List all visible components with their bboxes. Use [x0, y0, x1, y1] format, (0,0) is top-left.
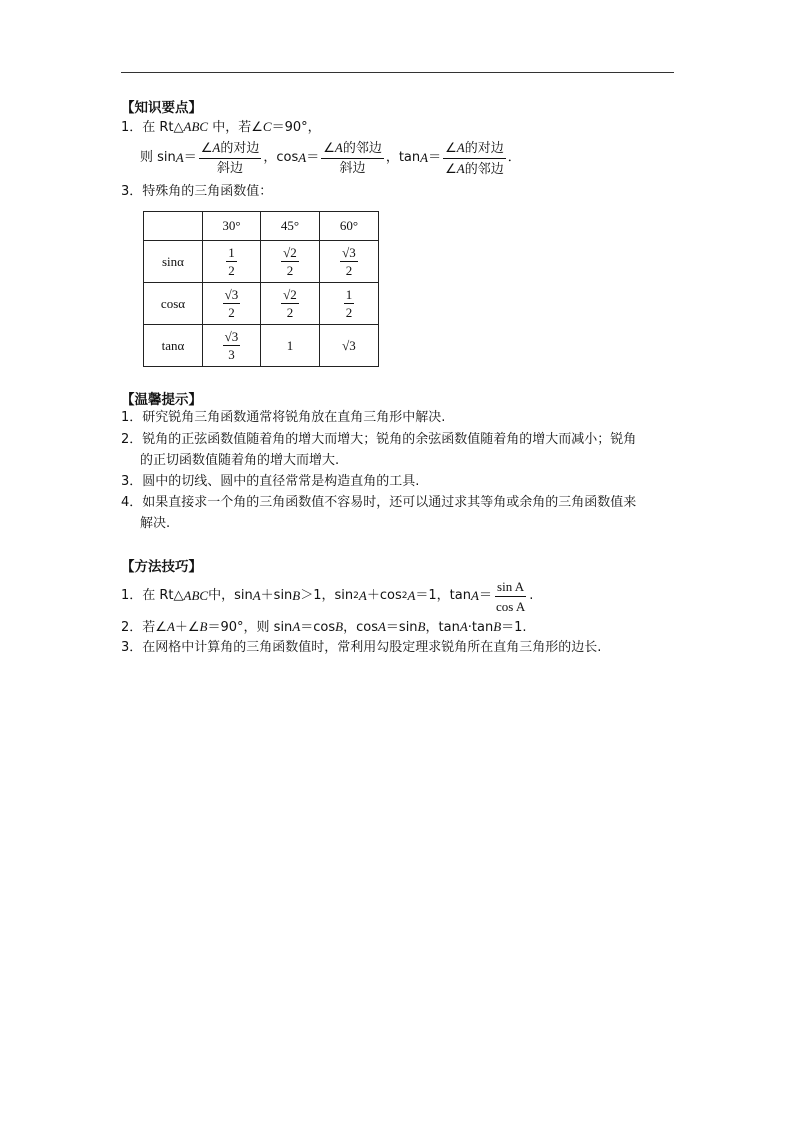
cos-num-a: A: [334, 140, 343, 155]
tip-line: 2．锐角的正弦函数值随着角的增大而增大；锐角的余弦函数值随着角的增大而减小；锐角: [121, 432, 637, 447]
m1-d: ＞1，sin: [300, 588, 354, 603]
m2-b: ＋∠: [174, 620, 200, 635]
m1-A4: A: [470, 588, 479, 603]
m2-B2: B: [335, 619, 344, 634]
table-cell: [203, 283, 261, 325]
cos-num-angle: ∠: [323, 141, 335, 156]
m2-c: ＝90°，则 sin: [207, 620, 293, 635]
table-cell: [203, 241, 261, 283]
cell-den: 2: [286, 305, 294, 320]
method-line-2: [121, 617, 527, 638]
ratio-eq1: ＝: [183, 150, 197, 165]
tan-fraction: [443, 139, 506, 178]
cell-den: 2: [228, 305, 235, 320]
table-cell: [261, 241, 320, 283]
m2-i: ＝1.: [501, 620, 527, 635]
m1-end: .: [529, 588, 534, 603]
ratio-a1: A: [175, 150, 184, 165]
sin-num-a: A: [212, 140, 221, 155]
cos-fraction: [321, 139, 384, 177]
m1-B: B: [292, 588, 301, 603]
ratio-cos: ，cos: [263, 150, 299, 165]
m2-A4: A: [459, 619, 468, 634]
tip-line: 3．圆中的切线、圆中的直径常常是构造直角的工具.: [121, 474, 420, 489]
m1-A2: A: [358, 588, 367, 603]
ratio-a2: A: [298, 150, 307, 165]
m1-sup1: 2: [353, 591, 359, 601]
m2-B3: B: [417, 619, 426, 634]
m1-a: 1．在 Rt△: [121, 588, 184, 603]
m1-g: ＝: [478, 588, 492, 603]
m1-frac-den: cos A: [495, 598, 526, 614]
sin-num-angle: ∠: [200, 141, 213, 156]
table-header-cell: 30°: [203, 212, 261, 241]
m1-abc: ABC: [183, 588, 209, 603]
m2-A1: A: [166, 619, 175, 634]
tan-identity-fraction: [494, 578, 527, 615]
method-line-3: 3．在网格中计算角的三角函数值时，常利用勾股定理求锐角所在直角三角形的边长.: [121, 640, 602, 655]
sin-fraction: [199, 139, 262, 177]
ratio-tan: ，tan: [385, 150, 421, 165]
knowledge-heading: 【知识要点】: [121, 100, 202, 116]
item1-c: C: [262, 119, 272, 134]
m1-A1: A: [252, 588, 261, 603]
m2-B1: B: [199, 619, 208, 634]
row-label: sinα: [144, 241, 203, 283]
tip-line: 解决.: [140, 516, 171, 531]
item1-end: ＝90°，: [271, 120, 321, 135]
sin-num-post: 的对边: [220, 141, 260, 156]
cell-num: √2: [283, 245, 297, 260]
m2-f: ＝sin: [385, 620, 418, 635]
tan-num-post: 的对边: [464, 140, 504, 156]
cell-num: √3: [342, 245, 356, 260]
row-label: cosα: [144, 283, 203, 325]
m1-A3: A: [407, 588, 416, 603]
m2-g: ，tan: [425, 620, 460, 635]
tan-den-angle: ∠: [445, 161, 457, 177]
cos-num-post: 的邻边: [342, 141, 382, 156]
table-cell: [261, 283, 320, 325]
item1-prefix: 1．在 Rt△: [121, 120, 184, 135]
table-cell: [320, 283, 379, 325]
m1-f: ＝1，tan: [415, 588, 471, 603]
m1-c: ＋sin: [260, 588, 293, 603]
knowledge-item-3: 3．特殊角的三角函数值：: [121, 184, 273, 199]
cell-num: 1: [228, 245, 235, 260]
cos-den: 斜边: [339, 161, 366, 176]
cell-den: 2: [345, 305, 353, 320]
table-row: [144, 325, 379, 367]
tan-num-angle: ∠: [445, 140, 457, 156]
m1-b: 中，sin: [208, 588, 253, 603]
m1-sup2: 2: [401, 591, 408, 601]
m2-d: ＝cos: [300, 620, 336, 635]
m2-a: 2．若∠: [121, 620, 167, 635]
m2-A2: A: [292, 619, 301, 634]
tan-den-post: 的邻边: [464, 161, 504, 177]
sin-den: 斜边: [217, 161, 244, 176]
knowledge-ratios: [140, 138, 521, 178]
methods-heading: 【方法技巧】: [121, 559, 202, 575]
table-header-cell: 45°: [261, 212, 320, 241]
table-cell: [320, 241, 379, 283]
m2-B4: B: [493, 619, 502, 634]
knowledge-item-1: [121, 117, 321, 138]
tan-num-a: A: [456, 139, 465, 155]
table-header-row: [144, 212, 379, 241]
m2-h: ·tan: [467, 620, 494, 635]
tip-line: 的正切函数值随着角的增大而增大.: [140, 453, 340, 468]
m1-e: ＋cos: [366, 588, 402, 603]
tip-line: 1．研究锐角三角函数通常将锐角放在直角三角形中解决.: [121, 410, 446, 425]
m2-e: ，cos: [343, 620, 378, 635]
cell-num: √2: [283, 287, 297, 302]
item1-mid: 中，若∠: [208, 120, 263, 135]
tan-den-a: A: [456, 160, 465, 176]
ratio-eq3: ＝: [428, 150, 442, 165]
table-row: [144, 283, 379, 325]
table-cell: [203, 325, 261, 367]
ratio-period: ．: [507, 150, 521, 165]
cell-den: 2: [286, 263, 294, 278]
method-line-1: [121, 575, 533, 617]
table-row: [144, 241, 379, 283]
cell-num: √3: [224, 287, 239, 302]
tips-heading: 【温馨提示】: [121, 392, 202, 408]
top-rule: [121, 72, 674, 73]
cell-den: 2: [228, 263, 235, 278]
cell-den: 3: [228, 347, 235, 362]
table-cell: √3: [320, 325, 379, 367]
cell-num: √3: [224, 329, 239, 344]
trig-values-table: [143, 211, 379, 367]
table-corner-cell: [144, 212, 203, 241]
table-header-cell: 60°: [320, 212, 379, 241]
cell-num: 1: [345, 287, 353, 302]
ratio-a3: A: [420, 150, 429, 165]
table-cell: 1: [261, 325, 320, 367]
tip-line: 4．如果直接求一个角的三角函数值不容易时，还可以通过求其等角或余角的三角函数值来: [121, 495, 637, 510]
m2-A3: A: [377, 619, 386, 634]
cell-den: 2: [345, 263, 353, 278]
ratio-ze: 则 sin: [140, 150, 176, 165]
ratio-eq2: ＝: [306, 150, 320, 165]
item1-abc: ABC: [183, 119, 209, 134]
m1-frac-num: sin A: [495, 578, 526, 597]
row-label: tanα: [144, 325, 203, 367]
